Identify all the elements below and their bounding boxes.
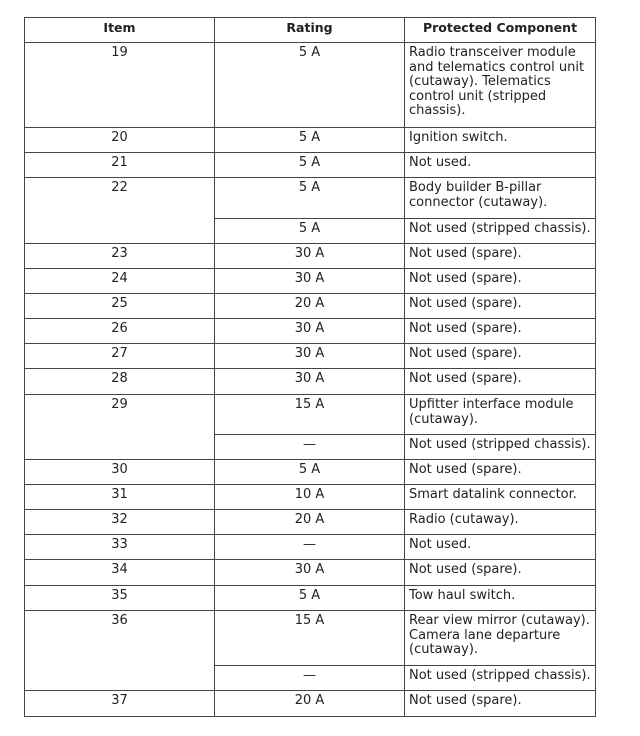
item-cell: 27 [25,344,215,369]
component-cell: Upfitter interface module (cutaway). [405,395,596,435]
rating-cell: 20 A [215,294,405,319]
item-cell: 34 [25,560,215,586]
rating-cell: — [215,666,405,691]
header-component: Protected Component [405,18,596,43]
component-cell: Not used (spare). [405,691,596,717]
rating-cell: 30 A [215,369,405,395]
table-row [25,153,596,178]
header-row [25,18,596,43]
item-cell: 24 [25,269,215,294]
component-cell: Radio transceiver module and telematics control unit (cutaway). Telematics control unit (stripped chassis). [405,43,596,128]
rating-cell: 30 A [215,319,405,344]
table-row [25,485,596,510]
component-cell: Not used (stripped chassis). [405,219,596,244]
component-cell: Not used. [405,535,596,560]
item-cell: 36 [25,611,215,691]
item-cell: 30 [25,460,215,485]
table-row [25,691,596,717]
component-cell: Smart datalink connector. [405,485,596,510]
item-cell: 33 [25,535,215,560]
item-cell: 37 [25,691,215,717]
rating-cell: 5 A [215,460,405,485]
table-row [25,178,596,219]
rating-cell: 5 A [215,586,405,611]
table-row [25,560,596,586]
component-cell: Not used. [405,153,596,178]
item-cell: 26 [25,319,215,344]
item-cell: 19 [25,43,215,128]
item-cell: 35 [25,586,215,611]
item-cell: 20 [25,128,215,153]
table-row [25,510,596,535]
table-row [25,395,596,435]
header-item: Item [25,18,215,43]
rating-cell: 15 A [215,395,405,435]
rating-cell: 30 A [215,560,405,586]
rating-cell: 5 A [215,43,405,128]
rating-cell: — [215,435,405,460]
rating-cell: 10 A [215,485,405,510]
component-cell: Tow haul switch. [405,586,596,611]
rating-cell: 5 A [215,178,405,219]
table-row [25,344,596,369]
rating-cell: 5 A [215,153,405,178]
item-cell: 28 [25,369,215,395]
component-cell: Not used (spare). [405,269,596,294]
table-row [25,611,596,666]
item-cell: 32 [25,510,215,535]
component-cell: Not used (spare). [405,560,596,586]
table-row [25,586,596,611]
table-row [25,294,596,319]
component-cell: Rear view mirror (cutaway). Camera lane departure (cutaway). [405,611,596,666]
rating-cell: 20 A [215,691,405,717]
header-rating: Rating [215,18,405,43]
table-row [25,128,596,153]
item-cell: 21 [25,153,215,178]
component-cell: Not used (spare). [405,294,596,319]
component-cell: Ignition switch. [405,128,596,153]
component-cell: Not used (spare). [405,344,596,369]
table-row [25,269,596,294]
item-cell: 29 [25,395,215,460]
component-cell: Not used (spare). [405,319,596,344]
item-cell: 25 [25,294,215,319]
rating-cell: 30 A [215,344,405,369]
rating-cell: 30 A [215,244,405,269]
rating-cell: 20 A [215,510,405,535]
item-cell: 22 [25,178,215,244]
table-row [25,460,596,485]
component-cell: Radio (cutaway). [405,510,596,535]
table-row [25,535,596,560]
component-cell: Not used (spare). [405,369,596,395]
component-cell: Not used (stripped chassis). [405,666,596,691]
fuse-table [24,17,596,717]
item-cell: 31 [25,485,215,510]
item-cell: 23 [25,244,215,269]
table-row [25,369,596,395]
rating-cell: 5 A [215,128,405,153]
rating-cell: 15 A [215,611,405,666]
rating-cell: — [215,535,405,560]
component-cell: Not used (stripped chassis). [405,435,596,460]
rating-cell: 30 A [215,269,405,294]
component-cell: Not used (spare). [405,460,596,485]
component-cell: Body builder B-pillar connector (cutaway). [405,178,596,219]
table-row [25,43,596,128]
table-row [25,319,596,344]
rating-cell: 5 A [215,219,405,244]
table-row [25,244,596,269]
component-cell: Not used (spare). [405,244,596,269]
